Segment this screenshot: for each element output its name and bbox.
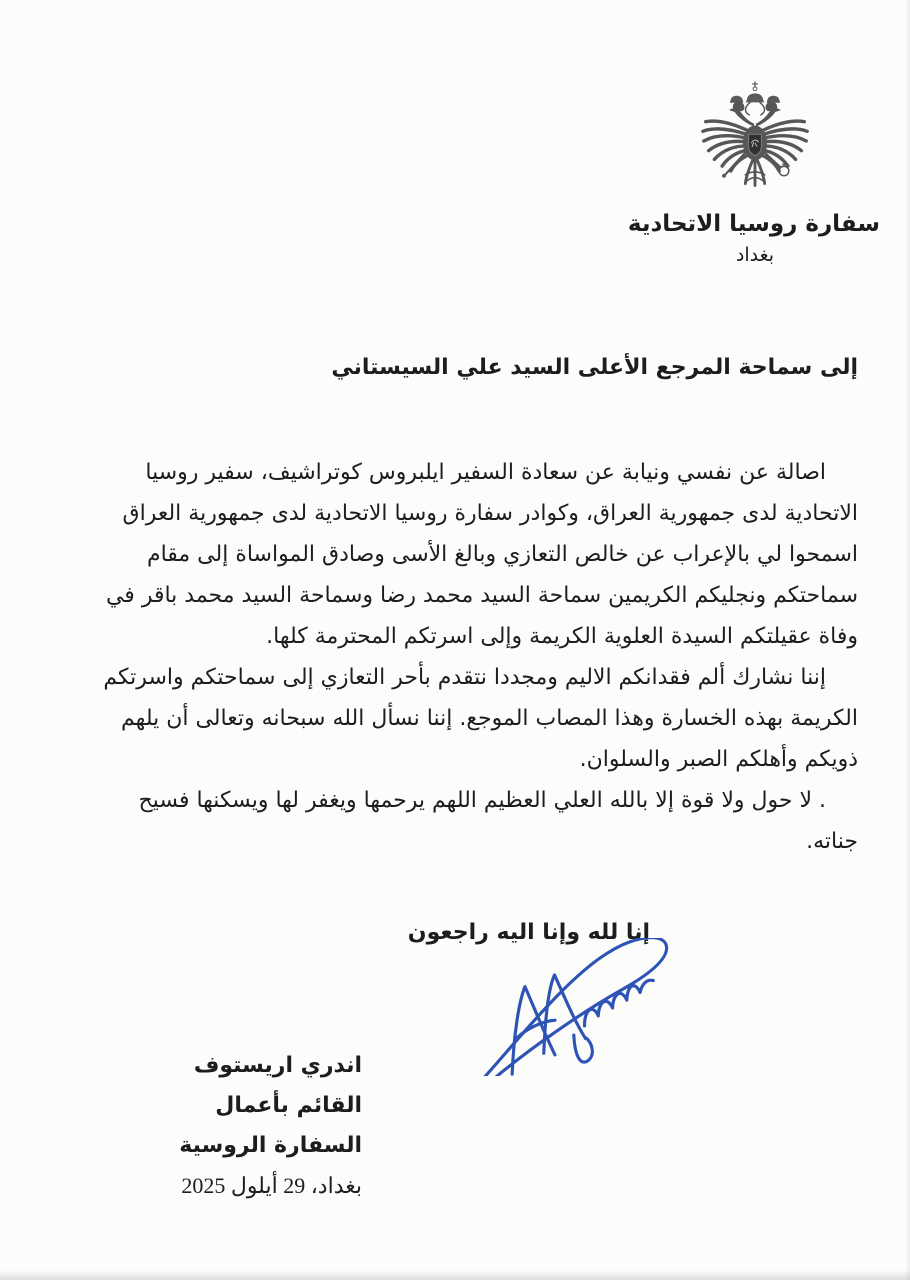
letterhead <box>627 80 880 266</box>
signoff-date: بغداد، 29 أيلول 2025 <box>181 1173 362 1198</box>
body-line: ذويكم وأهلكم الصبر والسلوان. <box>579 747 858 772</box>
scan-edge <box>905 0 910 1280</box>
body-line: جناته. <box>806 829 858 854</box>
handwritten-signature <box>443 938 695 1076</box>
embassy-name: سفارة روسيا الاتحادية <box>627 211 880 237</box>
letter-body <box>80 452 858 862</box>
russia-coat-of-arms-icon <box>697 80 813 205</box>
body-line: . لا حول ولا قوة إلا بالله العلي العظيم اللهم يرحمها ويغفر لها ويسكنها فسيح <box>138 788 826 813</box>
embassy-city: بغداد <box>735 244 775 266</box>
body-line: اسمحوا لي بالإعراب عن خالص التعازي وبالغ الأسى وصادق المواساة إلى مقام <box>146 542 858 567</box>
scan-edge <box>0 1270 910 1280</box>
body-line: الكريمة بهذه الخسارة وهذا المصاب الموجع. إننا نسأل الله سبحانه وتعالى أن يلهم <box>121 706 858 731</box>
signoff-name: اندري اريستوف <box>193 1053 362 1078</box>
body-paragraph <box>80 452 858 657</box>
body-paragraph <box>80 657 858 780</box>
signoff-title: القائم بأعمال السفارة الروسية <box>179 1093 362 1158</box>
body-line: اصالة عن نفسي ونيابة عن سعادة السفير ايلبروس كوتراشيف، سفير روسيا <box>145 460 826 485</box>
body-paragraph <box>80 780 858 862</box>
body-line: وفاة عقيلتكم السيدة العلوية الكريمة وإلى اسرتكم المحترمة كلها. <box>266 624 858 649</box>
body-line: إننا نشارك ألم فقدانكم الاليم ومجددا نتقدم بأحر التعازي إلى سماحتكم واسرتكم <box>103 665 826 690</box>
body-line: سماحتكم ونجليكم الكريمين سماحة السيد محمد رضا وسماحة السيد محمد باقر في <box>105 583 858 608</box>
body-line: الاتحادية لدى جمهورية العراق، وكوادر سفارة روسيا الاتحادية لدى جمهورية العراق <box>122 501 858 526</box>
recipient-line: إلى سماحة المرجع الأعلى السيد علي السيستاني <box>331 355 858 380</box>
istirja-line: إنا لله وإنا اليه راجعون <box>407 920 650 945</box>
signoff-block <box>128 1046 362 1206</box>
